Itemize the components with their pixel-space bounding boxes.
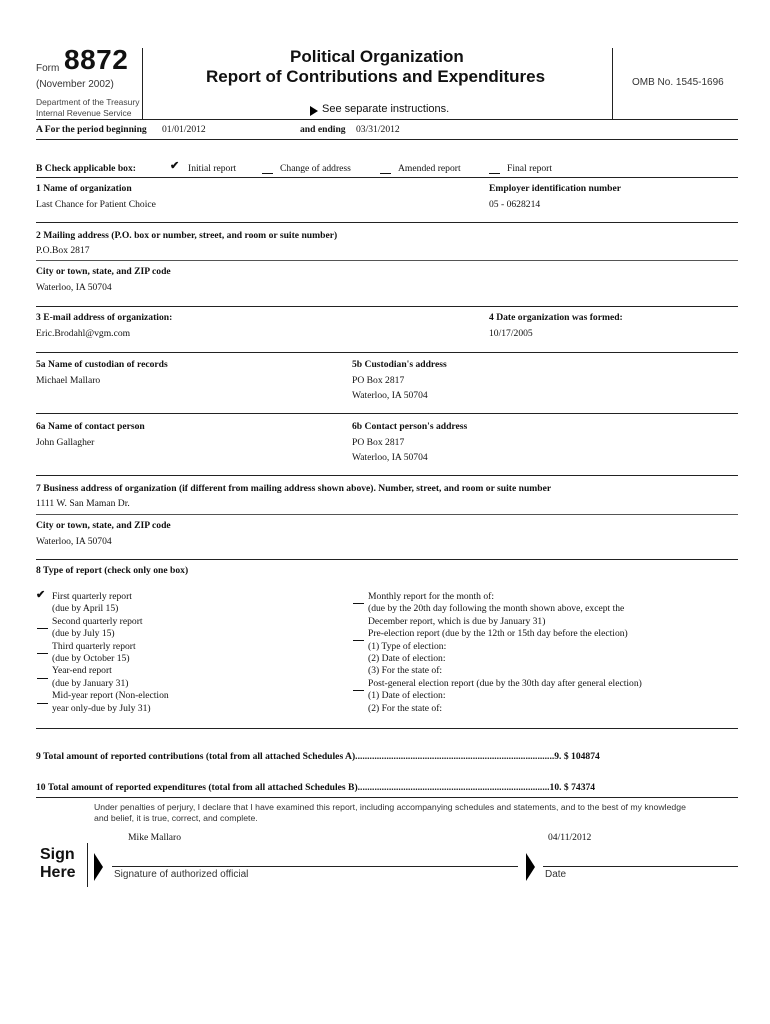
report-option-text: (1) Date of election: — [368, 690, 446, 702]
org-name-label: 1 Name of organization — [36, 183, 132, 194]
email-label: 3 E-mail address of organization: — [36, 312, 173, 323]
dept-line-1: Department of the Treasury — [36, 97, 140, 107]
check-box-label: B Check applicable box: — [36, 163, 136, 174]
amended-report-label: Amended report — [398, 163, 461, 174]
report-option-text: Second quarterly report — [52, 615, 143, 627]
pre-election-checkbox[interactable] — [353, 640, 364, 641]
form-word: Form — [36, 63, 60, 74]
business-street-value: 1111 W. San Maman Dr. — [36, 498, 130, 509]
omb-number: OMB No. 1545-1696 — [632, 77, 724, 88]
date-field-label: Date — [545, 869, 567, 880]
here-label: Here — [40, 864, 76, 881]
date-formed-value: 10/17/2005 — [489, 328, 533, 339]
ein-value: 05 - 0628214 — [489, 199, 541, 210]
sign-here-divider — [87, 843, 88, 887]
total-expenditures: 10 Total amount of reported expenditures (total from all attached Schedules B)................................................................................10. $ 74374 — [36, 782, 596, 793]
change-address-checkbox[interactable] — [262, 173, 273, 174]
report-type-right-list — [368, 591, 642, 715]
report-option-text: December report, which is due by January 31) — [368, 615, 546, 627]
form-number: 8872 — [64, 44, 129, 75]
report-option-text: Mid-year report (Non-election — [52, 690, 169, 702]
mailing-address-value: P.O.Box 2817 — [36, 245, 90, 256]
date-line[interactable] — [543, 866, 738, 867]
report-option-text: Year-end report — [52, 665, 112, 677]
period-begin-label: A For the period beginning — [36, 124, 147, 135]
rule — [36, 260, 738, 261]
monthly-report-checkbox[interactable] — [353, 603, 364, 604]
second-quarterly-checkbox[interactable] — [37, 628, 48, 629]
contact-address-line-2: Waterloo, IA 50704 — [352, 452, 428, 463]
report-option-text: (2) Date of election: — [368, 653, 446, 665]
period-end-value: 03/31/2012 — [356, 124, 400, 135]
custodian-address-label: 5b Custodian's address — [352, 359, 447, 370]
rule — [36, 222, 738, 223]
sign-label: Sign — [40, 846, 75, 863]
custodian-address-line-1: PO Box 2817 — [352, 375, 405, 386]
initial-report-label: Initial report — [188, 163, 237, 174]
custodian-address-line-2: Waterloo, IA 50704 — [352, 390, 428, 401]
report-option-text: (due by October 15) — [52, 653, 130, 665]
contact-address-line-1: PO Box 2817 — [352, 437, 405, 448]
custodian-name-value: Michael Mallaro — [36, 375, 101, 386]
title-line-2: Report of Contributions and Expenditures — [206, 67, 546, 86]
date-formed-label: 4 Date organization was formed: — [489, 312, 623, 323]
first-quarterly-checkbox[interactable]: ✔ — [36, 589, 46, 601]
rule — [36, 413, 738, 414]
mailing-city-label: City or town, state, and ZIP code — [36, 266, 171, 277]
perjury-statement-line-2: and belief, it is true, correct, and complete. — [94, 813, 258, 823]
perjury-statement-line-1: Under penalties of perjury, I declare that I have examined this report, including accompanying schedules and statements, and to the best of my knowledge — [94, 802, 686, 812]
signature-line[interactable] — [112, 866, 518, 867]
report-option-text: (2) For the state of: — [368, 702, 443, 714]
header-divider-right — [612, 48, 613, 119]
contact-address-label: 6b Contact person's address — [352, 421, 468, 432]
rule — [36, 306, 738, 307]
report-type-label: 8 Type of report (check only one box) — [36, 565, 189, 576]
mailing-city-value: Waterloo, IA 50704 — [36, 282, 112, 293]
signature-date: 04/11/2012 — [548, 832, 592, 843]
report-option-text: Pre-election report (due by the 12th or 15th day before the election) — [368, 628, 628, 640]
org-name-value: Last Chance for Patient Choice — [36, 199, 156, 210]
report-option-text: (due by April 15) — [52, 603, 119, 615]
report-option-text: Post-general election report (due by the 30th day after general election) — [368, 677, 642, 689]
rule — [36, 139, 738, 140]
mailing-address-label: 2 Mailing address (P.O. box or number, street, and room or suite number) — [36, 230, 338, 241]
report-option-text: year only-due by July 31) — [52, 702, 151, 714]
amended-report-checkbox[interactable] — [380, 173, 391, 174]
report-option-text: (due by July 15) — [52, 628, 115, 640]
contact-name-value: John Gallagher — [36, 437, 95, 448]
third-quarterly-checkbox[interactable] — [37, 653, 48, 654]
ein-label: Employer identification number — [489, 183, 622, 194]
signature-field-label: Signature of authorized official — [114, 869, 249, 880]
rule — [36, 177, 738, 178]
report-option-text: Third quarterly report — [52, 640, 136, 652]
dept-line-2: Internal Revenue Service — [36, 108, 132, 118]
year-end-checkbox[interactable] — [37, 678, 48, 679]
rule — [36, 728, 738, 729]
business-city-value: Waterloo, IA 50704 — [36, 536, 112, 547]
initial-report-checkbox[interactable]: ✔ — [170, 160, 180, 172]
instructions-note: See separate instructions. — [322, 103, 450, 115]
sign-arrow-icon — [94, 853, 103, 881]
rule — [36, 119, 738, 120]
rule — [36, 559, 738, 560]
date-arrow-icon — [526, 853, 535, 881]
report-option-text: (due by the 20th day following the month shown above, except the — [368, 603, 625, 615]
rule — [36, 797, 738, 798]
rule — [36, 514, 738, 515]
report-option-text: Monthly report for the month of: — [368, 591, 495, 602]
title-line-1: Political Organization — [290, 47, 464, 66]
business-address-label: 7 Business address of organization (if different from mailing address shown above). Number, street, and room or suite number — [36, 483, 552, 494]
mid-year-checkbox[interactable] — [37, 703, 48, 704]
report-option-text: First quarterly report — [52, 591, 132, 602]
form-revision: (November 2002) — [36, 79, 114, 90]
rule — [36, 475, 738, 476]
total-contributions: 9 Total amount of reported contributions (total from all attached Schedules A)...................................................................................9. $ 104874 — [36, 751, 600, 762]
change-address-label: Change of address — [280, 163, 351, 174]
report-option-text: (1) Type of election: — [368, 640, 447, 652]
post-general-checkbox[interactable] — [353, 690, 364, 691]
custodian-name-label: 5a Name of custodian of records — [36, 359, 168, 370]
email-value: Eric.Brodahl@vgm.com — [36, 328, 131, 339]
business-city-label: City or town, state, and ZIP code — [36, 520, 171, 531]
header-divider-left — [142, 48, 143, 119]
report-option-text: (3) For the state of: — [368, 665, 443, 677]
signer-name: Mike Mallaro — [128, 832, 182, 843]
period-begin-value: 01/01/2012 — [162, 124, 206, 135]
report-option-text: (due by January 31) — [52, 677, 129, 689]
report-type-left-list — [52, 591, 169, 715]
rule — [36, 352, 738, 353]
period-end-label: and ending — [300, 124, 346, 135]
contact-name-label: 6a Name of contact person — [36, 421, 145, 432]
final-report-label: Final report — [507, 163, 553, 174]
final-report-checkbox[interactable] — [489, 173, 500, 174]
instructions-arrow-icon — [310, 106, 318, 116]
